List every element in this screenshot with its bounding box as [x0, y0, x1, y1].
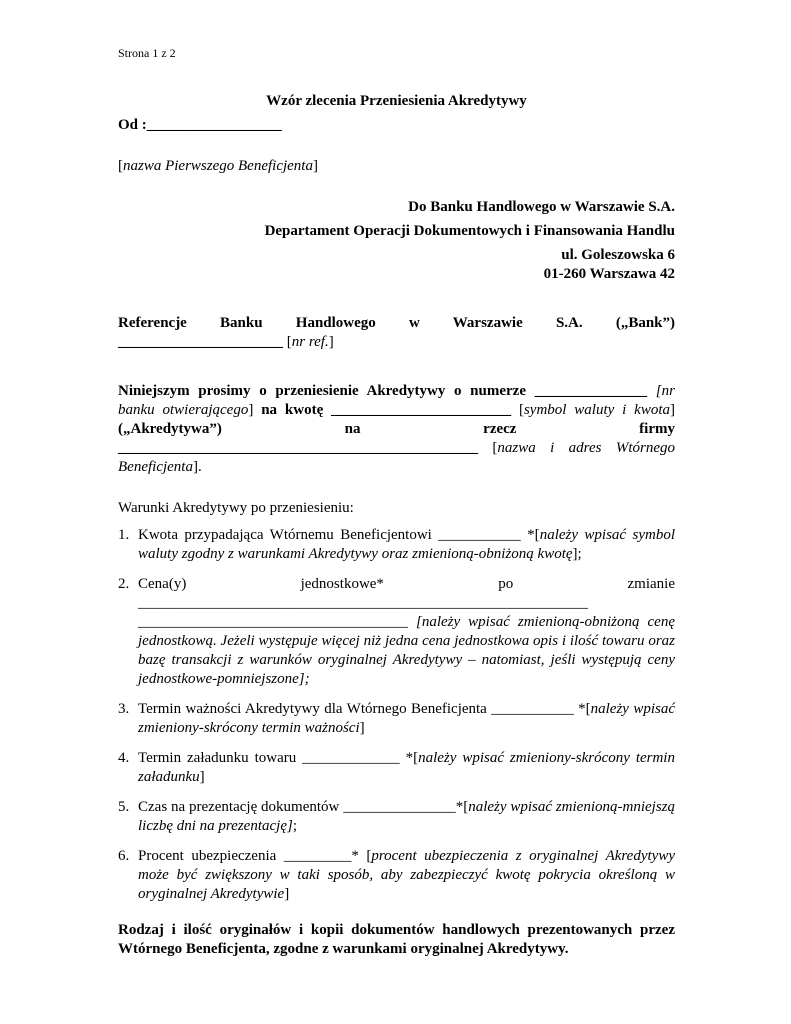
request-paragraph: Niniejszym prosimy o przeniesienie Akredytywy o numerze _______________ [nr banku otwierającego] na kwotę ________________________ [symbol waluty i kwota] („Akredytywa”) na rzecz firmy ________________________________________________ [nazwa i adres Wtórnego Beneficjenta]. [118, 383, 676, 475]
list-item: 4. Termin załadunku towaru _____________ *[należy wpisać zmieniony-skrócony termin załadunku] [118, 750, 675, 785]
document-body [118, 92, 675, 959]
recipient-city: 01-260 Warszawa 42 [543, 266, 675, 282]
beneficiary-placeholder: [nazwa Pierwszego Beneficjenta] [118, 158, 318, 174]
recipient-bank: Do Banku Handlowego w Warszawie S.A. [408, 199, 675, 215]
conditions-heading: Warunki Akredytywy po przeniesieniu: [118, 500, 354, 516]
from-label: Od :__________________ [118, 117, 282, 133]
document-title: Wzór zlecenia Przeniesienia Akredytywy [266, 93, 527, 109]
list-item: 6. Procent ubezpieczenia _________* [procent ubezpieczenia z oryginalnej Akredytywy może być zwiększony w taki sposób, aby zabezpieczyć kwotę pokrycia określoną w oryginalnej Akredytywie] [118, 848, 675, 902]
list-item: 2. Cena(y) jednostkowe* po zmianie ____________________________________________________________ ____________________________________ [należy wpisać zmienioną-obniżoną cenę jednostkową. Jeżeli występuje więcej niż jedna cena jednostkowa opis i ilość towaru oraz bazę transakcji z warunków oryginalnej Akredytywy – natomiast, jeśli występują ceny jednostkowe-pomniejszone]; [118, 576, 675, 687]
reference-line: Referencje Banku Handlowego w Warszawie S.A. („Bank”) [118, 315, 675, 331]
closing-paragraph: Rodzaj i ilość oryginałów i kopii dokumentów handlowych prezentowanych przez Wtórnego Beneficjenta, zgodne z warunkami oryginalnej Akredytywy. [118, 922, 675, 957]
list-item: 1. Kwota przypadająca Wtórnemu Beneficjentowi ___________ *[należy wpisać symbol waluty zgodny z warunkami Akredytywy oraz zmienioną-obniżoną kwotę]; [118, 527, 676, 562]
reference-number-line: ______________________ [nr ref.] [118, 334, 334, 350]
page-number: Strona 1 z 2 [118, 46, 176, 60]
reference-block [118, 314, 675, 352]
recipient-department: Departament Operacji Dokumentowych i Finansowania Handlu [264, 223, 675, 239]
list-item: 3. Termin ważności Akredytywy dla Wtórnego Beneficjenta ___________ *[należy wpisać zmieniony-skrócony termin ważności] [118, 701, 676, 736]
recipient-street: ul. Goleszowska 6 [561, 247, 675, 263]
list-item: 5. Czas na prezentację dokumentów _______________*[należy wpisać zmienioną-mniejszą liczbę dni na prezentację]; [118, 799, 675, 834]
conditions-list [118, 526, 675, 904]
